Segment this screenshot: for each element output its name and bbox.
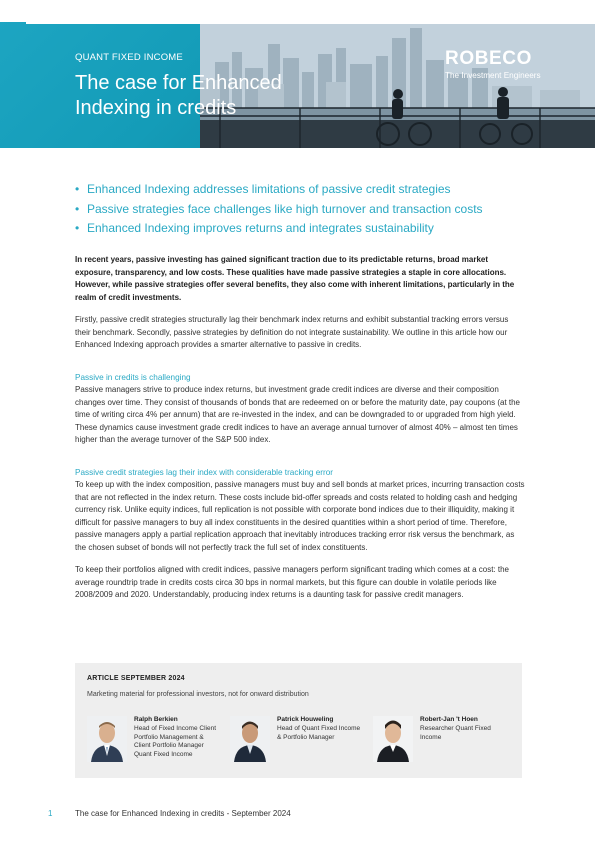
author-role-line: Portfolio Management & <box>134 733 204 741</box>
author-photo <box>373 716 413 762</box>
author-role-line: Researcher Quant Fixed <box>420 724 491 732</box>
page-footer <box>0 806 595 822</box>
author-details <box>134 716 224 760</box>
section-heading: Passive in credits is challenging <box>75 372 191 382</box>
body-paragraph: Firstly, passive credit strategies structurally lag their benchmark index returns and exhibit substantial tracking errors versus their benchmark. Secondly, passive strategies by definition do not integrate sustainability. We outline in this article how our Enhanced Indexing approach provides a smarter alternative to passive in credits. <box>75 315 509 349</box>
highlight-item: • Enhanced Indexing improves returns and integrates sustainability <box>75 219 535 239</box>
page-title-line-2: Indexing in credits <box>75 97 237 119</box>
logo-wordmark: ROBECO <box>445 48 532 69</box>
page-number: 1 <box>48 809 53 818</box>
body-paragraph: Passive managers strive to produce index returns, but investment grade credit indices are diverse and their composition changes over time. They consist of thousands of bonds that are redeemed on or before the maturity date, pay coupons (at the time of writing circa 4% per annum) that are re-invested in the index, and can be downgraded to or upgraded from high yield. These dynamics cause investment grade credit indices to have an average annual turnover of almost 40% – almost ten times higher than the average turnover of the S&P 500 index. <box>75 385 521 444</box>
intro-paragraph: In recent years, passive investing has gained significant traction due to its predictable returns, broad market exposure, transparency, and low costs. These qualities have made passive strategies a staple in core allocations. However, while passive strategies offer several benefits, they also come with inherent limitations, particularly in the realm of credit investments. <box>75 255 515 302</box>
highlight-item: • Enhanced Indexing addresses limitations of passive credit strategies <box>75 180 535 200</box>
author-name: Ralph Berkien <box>134 716 178 723</box>
author-photo <box>230 716 270 762</box>
author-role-line: Head of Quant Fixed Income <box>277 724 361 732</box>
article-info-box <box>75 663 522 778</box>
author-role-line: Client Portfolio Manager <box>134 742 204 750</box>
key-highlights-list <box>75 180 535 239</box>
author-name: Robert-Jan 't Hoen <box>420 716 478 723</box>
highlight-item: • Passive strategies face challenges like high turnover and transaction costs <box>75 200 535 220</box>
header-text-block <box>75 52 405 121</box>
section-heading: Passive credit strategies lag their index with considerable tracking error <box>75 467 334 477</box>
author-details <box>277 716 367 742</box>
header-banner <box>0 0 595 148</box>
robeco-logo <box>445 48 555 80</box>
author-role-line: Head of Fixed Income Client <box>134 724 217 732</box>
author-details <box>420 716 510 742</box>
article-date-label: ARTICLE SEPTEMBER 2024 <box>87 675 185 682</box>
page-title-line-1: The case for Enhanced <box>75 72 282 94</box>
body-paragraph: To keep their portfolios aligned with credit indices, passive managers perform significant trading which comes at a cost: the average roundtrip trade in credits costs circa 30 bps in normal markets, but this figure can double in volatile periods like 2008/2009 and 2020. Understandably, producing index returns is a daunting task for passive credit managers. <box>75 565 509 599</box>
author-photo <box>87 716 127 762</box>
article-body <box>75 254 525 602</box>
page-title <box>75 71 405 121</box>
author-role-line: Quant Fixed Income <box>134 751 193 759</box>
author-role-line: & Portfolio Manager <box>277 733 335 741</box>
section-kicker: QUANT FIXED INCOME <box>75 52 183 63</box>
distribution-disclaimer: Marketing material for professional investors, not for onward distribution <box>87 691 309 698</box>
body-paragraph: To keep up with the index composition, passive managers must buy and sell bonds at market prices, incurring transaction costs that are not reflected in the index return. These costs include bid-offer spreads and costs related to holding cash and hedging currency risk. Unlike equity indices, full replication is not possible with corporate bond indices due to their illiquidity, making it difficult for passive managers to buy all index constituents in the desired quantities within a short period of time. Therefore, passive managers apply a partial replication approach that inevitably introduces tracking error risk versus the benchmark, as the chosen subset of bonds will not perfectly track the full set of index constituents. <box>75 480 525 552</box>
author-role-line: Income <box>420 733 442 741</box>
logo-tagline: The Investment Engineers <box>445 71 541 80</box>
footer-title: The case for Enhanced Indexing in credits - September 2024 <box>75 809 291 818</box>
header-top-margin <box>26 0 595 24</box>
author-name: Patrick Houweling <box>277 716 334 723</box>
